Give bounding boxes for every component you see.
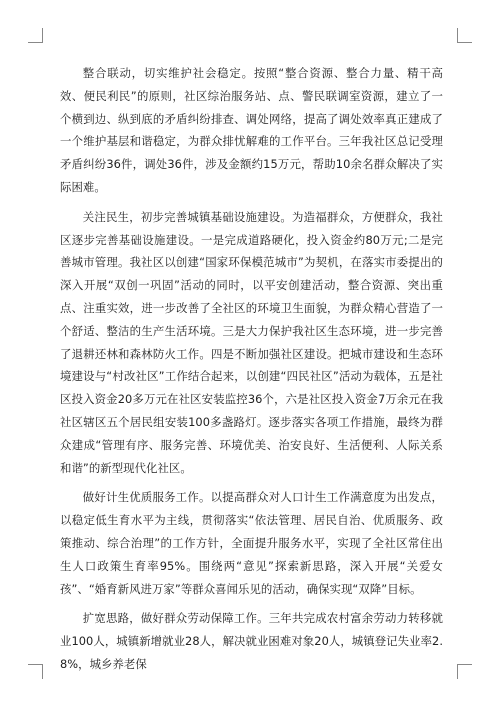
crop-mark-bottom-left bbox=[28, 664, 43, 679]
document-body bbox=[60, 62, 443, 676]
paragraph-family-planning: 做好计生优质服务工作。以提高群众对人口计生工作满意度为出发点，以稳定低生育水平为主线，贯彻落实“依法管理、居民自治、优质服务、政策推动、综合治理”的工作方针，全面提升服务水平，实现了全社区常住出生人口政策生育率95%。围绕两“意见”探索新思路，深入开展“关爱女孩”、“婚育新风进万家”等群众喜闻乐见的活动，确保实现“双降”目标。 bbox=[60, 490, 443, 596]
paragraph-infrastructure: 关注民生，初步完善城镇基础设施建设。为造福群众，方便群众，我社区逐步完善基础设施建设。一是完成道路硬化，投入资金约80万元;二是完善城市管理。我社区以创建“国家环保模范城市”为契机，在落实市委提出的深入开展“双创一巩固”活动的同时，以平安创建活动，整合资源、突出重点、注重实效，进一步改善了全社区的环境卫生面貌，为群众精心营造了一个舒适、整洁的生产生活环境。三是大力保护我社区生态环境，进一步完善了退耕还林和森林防火工作。四是不断加强社区建设。把城市建设和生态环境建设与“村改社区”工作结合起来，以创建“四民社区”活动为载体，五是社区投入资金20多万元在社区安装监控36个，六是社区投入资金7万余元在我社区辖区五个居民组安装100多盏路灯。逐步落实各项工作措施，最终为群众建成“管理有序、服务完善、环境优美、治安良好、生活便利、人际关系和谐”的新型现代化社区。 bbox=[60, 209, 443, 475]
crop-mark-top-left bbox=[28, 28, 43, 43]
paragraph-social-stability: 整合联动，切实维护社会稳定。按照“整合资源、整合力量、精干高效、便民利民”的原则，社区综治服务站、点、警民联调室资源，建立了一个横到边、纵到底的矛盾纠纷排查、调处网络，提高了调处效率真正建成了一个维护基层和谐稳定，为群众排忧解难的工作平台。三年我社区总记受理矛盾纠纷36件，调处36件，涉及金额约15万元，帮助10余名群众解决了实际困难。 bbox=[60, 66, 443, 194]
paragraph-labor-security: 扩宽思路，做好群众劳动保障工作。三年共完成农村富余劳动力转移就业100人，城镇新增就业28人，解决就业困难对象20人，城镇登记失业率2.8%，城乡养老保 bbox=[60, 611, 443, 671]
crop-mark-top-right bbox=[457, 28, 472, 43]
crop-mark-bottom-right bbox=[457, 664, 472, 679]
